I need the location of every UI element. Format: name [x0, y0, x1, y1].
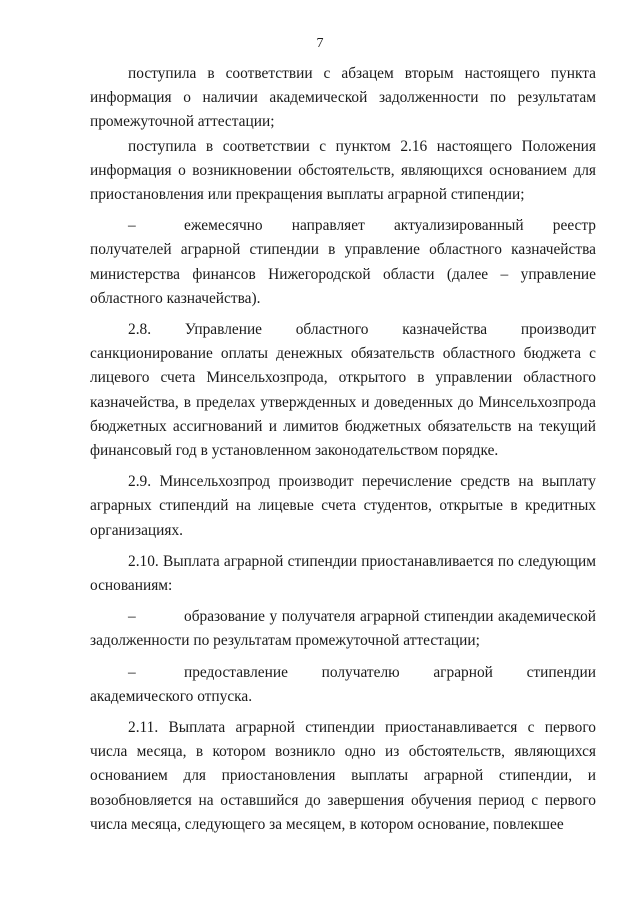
list-item-text: образование у получателя аграрной стипендии академической задолженности по результатам промежуточной аттестации;: [90, 608, 596, 650]
list-item: [90, 661, 596, 709]
list-item: [90, 605, 596, 653]
paragraph: 2.11. Выплата аграрной стипендии приостанавливается с первого числа месяца, в котором возникло одно из обстоятельств, являющихся основанием для приостановления выплаты аграрной стипендии, и возобновляется на оставшийся до завершения обучения период с первого числа месяца, следующего за месяцем, в котором основание, повлекшее: [90, 719, 596, 833]
paragraph: 2.9. Минсельхозпрод производит перечисление средств на выплату аграрных стипендий на лицевые счета студентов, открытые в кредитных организациях.: [90, 473, 596, 539]
paragraph: поступила в соответствии с пунктом 2.16 настоящего Положения информация о возникновении обстоятельств, являющихся основанием для приостановления или прекращения выплаты аграрной стипендии;: [90, 137, 596, 204]
list-item: [90, 214, 596, 311]
paragraph: 2.8. Управление областного казначейства производит санкционирование оплаты денежных обязательств областного бюджета с лицевого счета Минсельхозпрода, открытого в управлении областного казначейства, в пределах утвержденных и доведенных до Минсельхозпрода бюджетных ассигнований и лимитов бюджетных обязательств на текущий финансовый год в установленном законодательством порядке.: [90, 321, 596, 460]
document-body: [90, 62, 596, 837]
list-item-text: ежемесячно направляет актуализированный реестр получателей аграрной стипендии в управление областного казначейства министерства финансов Нижегородской области (далее – управление областного казначейства).: [90, 217, 596, 307]
paragraph: 2.10. Выплата аграрной стипендии приостанавливается по следующим основаниям:: [90, 552, 596, 595]
page-number: 7: [316, 36, 324, 51]
list-item-text: предоставление получателю аграрной стипендии академического отпуска.: [90, 663, 596, 705]
list-dash: –: [128, 663, 136, 681]
list-dash: –: [128, 217, 136, 235]
list-dash: –: [128, 608, 136, 626]
paragraph: поступила в соответствии с абзацем вторым настоящего пункта информация о наличии академической задолженности по результатам промежуточной аттестации;: [90, 65, 596, 131]
